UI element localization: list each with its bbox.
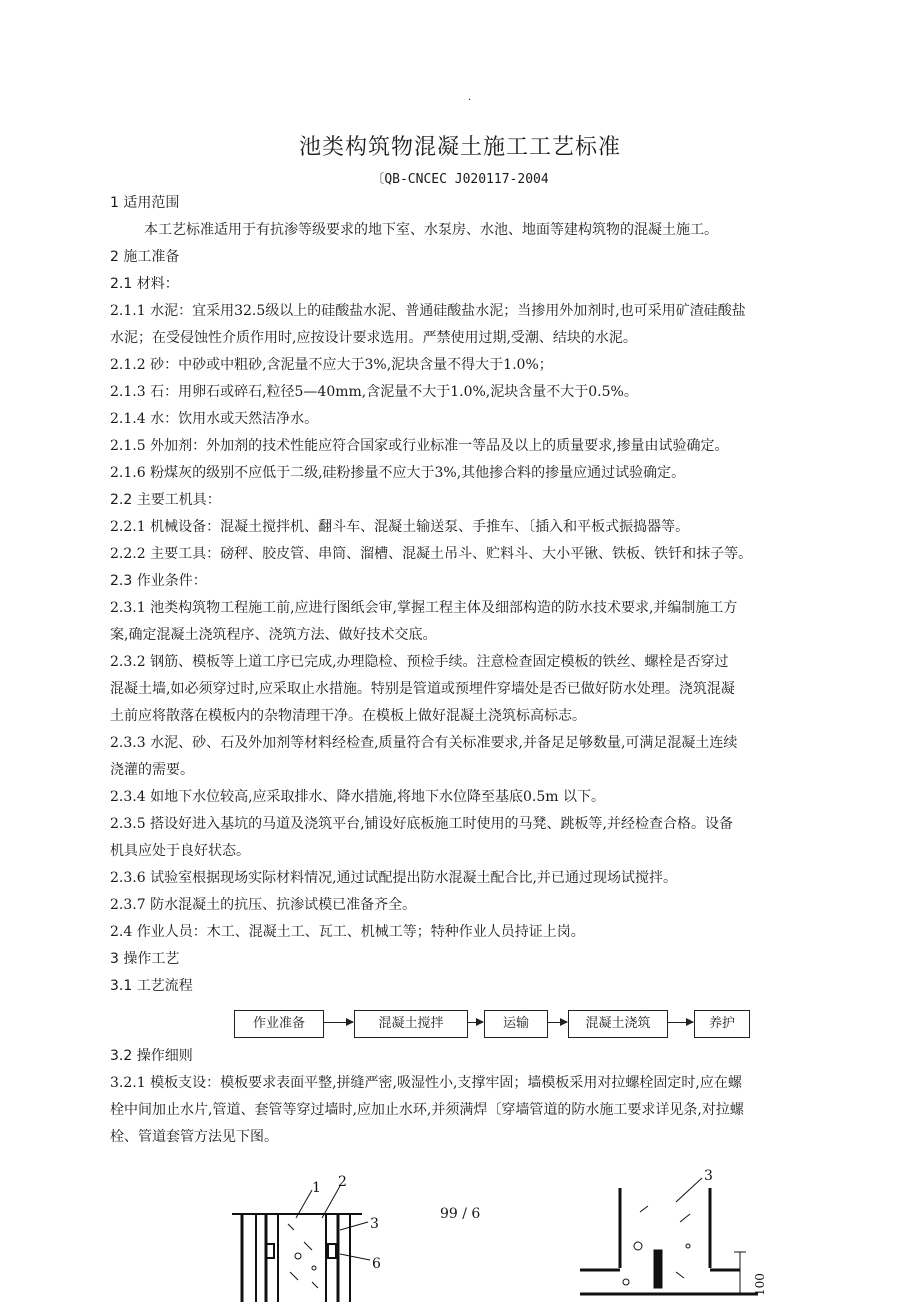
section-heading: 2.3 作业条件： — [110, 573, 207, 589]
text-line: 浇灌的需要。 — [110, 762, 194, 778]
text-line: 2.3.4 如地下水位较高,应采取排水、降水措施,将地下水位降至基底0.5m 以下。 — [110, 789, 605, 805]
waterstop-joint-figure — [580, 1162, 780, 1302]
section-text-upper — [110, 190, 840, 1000]
figure-dimension-label: 100 — [753, 1273, 767, 1296]
figure-aggregate — [686, 1244, 690, 1248]
figure-hatch — [676, 1272, 684, 1278]
figure-label: 6 — [372, 1256, 381, 1272]
flow-step: 混凝土搅拌 — [354, 1010, 468, 1038]
flow-step: 运输 — [484, 1010, 548, 1038]
text-line: 案,确定混凝土浇筑程序、浇筑方法、做好技术交底。 — [110, 627, 437, 643]
flow-arrow — [667, 1022, 693, 1023]
figure-hatch — [304, 1242, 312, 1250]
text-line: 2.1.4 水：饮用水或天然洁净水。 — [110, 411, 319, 427]
figure-label: 3 — [704, 1168, 713, 1184]
formwork-tie-bolt-figure — [232, 1172, 402, 1302]
figure-leader — [340, 1254, 370, 1260]
text-line: 2.1.3 石：用卵石或碎石,粒径5—40mm,含泥量不大于1.0%,泥块含量不大于0.5%。 — [110, 384, 638, 400]
text-line: 2.2.2 主要工具：磅秤、胶皮管、串筒、溜槽、混凝土吊斗、贮料斗、大小平锹、铁板、铁钎和抹子等。 — [110, 546, 753, 562]
section-heading: 2.1 材料： — [110, 276, 179, 292]
section-heading: 2.2 主要工机具： — [110, 492, 221, 508]
flow-arrow — [547, 1022, 567, 1023]
text-line: 本工艺标准适用于有抗渗等级要求的地下室、水泵房、水池、地面等建构筑物的混凝土施工。 — [144, 222, 718, 238]
figure-aggregate — [312, 1266, 316, 1270]
figure-hatch — [290, 1272, 298, 1280]
figure-hatch — [640, 1206, 648, 1212]
section-text-lower — [110, 1043, 840, 1151]
text-line: 2.3.1 池类构筑物工程施工前,应进行图纸会审,掌握工程主体及细部构造的防水技术要求,并编制施工方 — [110, 600, 738, 616]
text-line: 栓中间加止水片,管道、套管等穿过墙时,应加止水环,并须满焊〔穿墙管道的防水施工要求详见条,对拉螺 — [110, 1102, 744, 1118]
text-line: 2.1.5 外加剂：外加剂的技术性能应符合国家或行业标准一等品及以上的质量要求,掺量由试验确定。 — [110, 438, 729, 454]
process-flow-diagram — [110, 1002, 840, 1042]
text-line: 土前应将散落在模板内的杂物清理干净。在模板上做好混凝土浇筑标高标志。 — [110, 708, 586, 724]
section-heading: 2 施工准备 — [110, 249, 180, 265]
section-heading: 3 操作工艺 — [110, 951, 180, 967]
text-line: 栓、管道套管方法见下图。 — [110, 1129, 278, 1145]
text-line: 3.2.1 模板支设：模板要求表面平整,拼缝严密,吸湿性小,支撑牢固；墙模板采用对拉螺栓固定时,应在螺 — [110, 1075, 742, 1091]
document-title: 池类构筑物混凝土施工工艺标准 — [298, 135, 621, 160]
figure-bolt-block — [328, 1244, 336, 1258]
figure-label: 2 — [338, 1174, 347, 1190]
text-line: 2.2.1 机械设备：混凝土搅拌机、翻斗车、混凝土输送泵、手推车、〔插入和平板式振捣器等。 — [110, 519, 690, 535]
figure-hatch — [288, 1224, 294, 1230]
figure-label: 1 — [312, 1180, 321, 1196]
text-line: 2.4 作业人员：木工、混凝土工、瓦工、机械工等；特种作业人员持证上岗。 — [110, 924, 585, 940]
standard-code: 〔QB-CNCEC J020117-2004 — [371, 172, 549, 187]
text-line: 2.1.1 水泥：宜采用32.5级以上的硅酸盐水泥、普通硅酸盐水泥；当掺用外加剂时,也可采用矿渣硅酸盐 — [110, 303, 746, 319]
flow-arrow — [467, 1022, 483, 1023]
section-heading: 3.2 操作细则 — [110, 1048, 193, 1064]
text-line: 机具应处于良好状态。 — [110, 843, 250, 859]
flow-step: 作业准备 — [234, 1010, 324, 1038]
flow-step: 养护 — [694, 1010, 750, 1038]
text-line: 2.1.6 粉煤灰的级别不应低于二级,硅粉掺量不应大于3%,其他掺合料的掺量应通过试验确定。 — [110, 465, 686, 481]
flow-step: 混凝土浇筑 — [568, 1010, 668, 1038]
flow-arrow — [323, 1022, 353, 1023]
figure-hatch — [312, 1282, 318, 1288]
header-dot: . — [468, 92, 472, 103]
document-body — [110, 190, 840, 1151]
section-heading: 1 适用范围 — [110, 195, 180, 211]
figure-hatch — [680, 1214, 690, 1222]
text-line: 2.3.6 试验室根据现场实际材料情况,通过试配提出防水混凝土配合比,并已通过现场试搅拌。 — [110, 870, 677, 886]
text-line: 2.1.2 砂：中砂或中粗砂,含泥量不应大于3%,泥块含量不得大于1.0%； — [110, 357, 553, 373]
section-heading: 3.1 工艺流程 — [110, 978, 193, 994]
page-number: 99 / 6 — [440, 1206, 481, 1222]
text-line: 2.3.3 水泥、砂、石及外加剂等材料经检查,质量符合有关标准要求,并备足足够数量,可满足混凝土连续 — [110, 735, 738, 751]
figure-aggregate — [623, 1279, 629, 1285]
figure-label: 3 — [370, 1216, 379, 1232]
figure-leader — [340, 1222, 368, 1230]
text-line: 水泥；在受侵蚀性介质作用时,应按设计要求选用。严禁使用过期,受潮、结块的水泥。 — [110, 330, 637, 346]
figure-aggregate — [295, 1253, 301, 1259]
text-line: 2.3.5 搭设好进入基坑的马道及浇筑平台,铺设好底板施工时使用的马凳、跳板等,并经检查合格。设备 — [110, 816, 733, 832]
figure-waterstop — [654, 1250, 662, 1288]
text-line: 2.3.2 钢筋、模板等上道工序已完成,办理隐检、预检手续。注意检查固定模板的铁丝、螺栓是否穿过 — [110, 654, 729, 670]
figure-aggregate — [634, 1242, 642, 1250]
text-line: 2.3.7 防水混凝土的抗压、抗渗试模已准备齐全。 — [110, 897, 417, 913]
text-line: 混凝土墙,如必须穿过时,应采取止水措施。特别是管道或预埋件穿墙处是否已做好防水处理。浇筑混凝 — [110, 681, 735, 697]
figure-leader — [676, 1178, 702, 1202]
